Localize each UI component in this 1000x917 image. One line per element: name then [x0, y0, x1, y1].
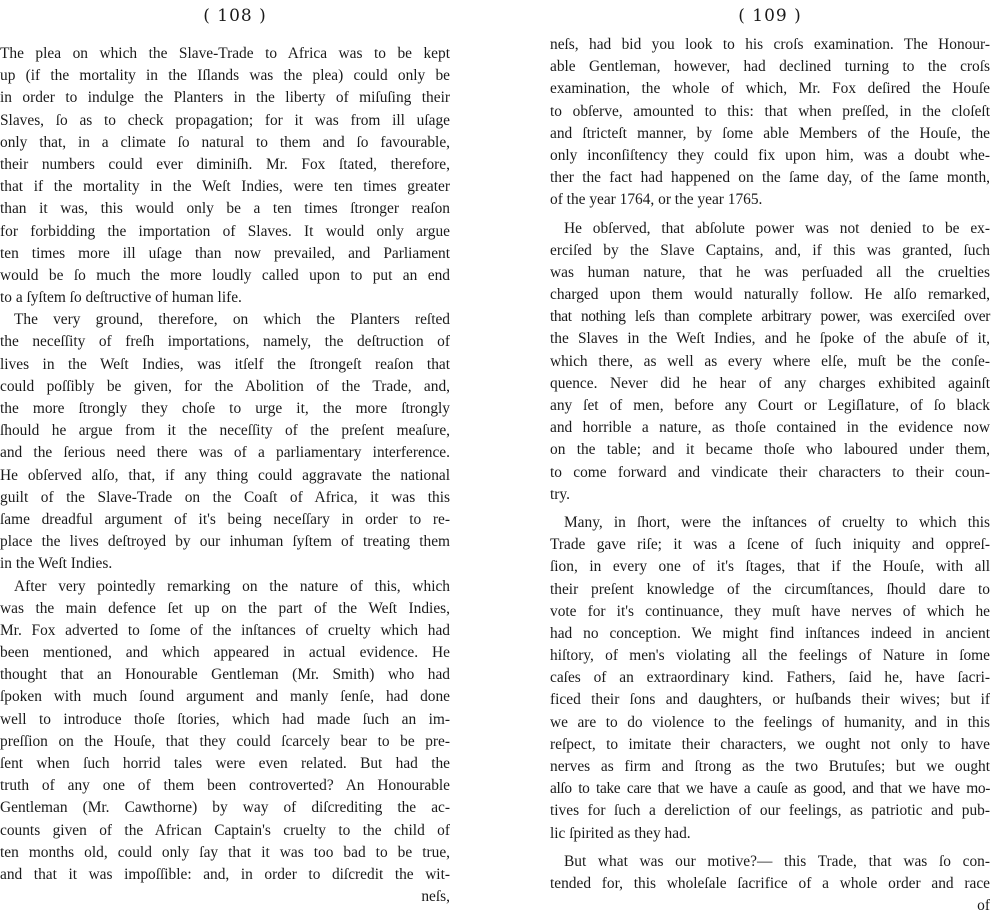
text-line: in the Weſt Indies.	[0, 555, 113, 573]
text-line: in order to indulge the Planters in the liberty of miſuſing their	[0, 89, 450, 107]
text-line: their numbers could ever diminiſh. Mr. Fox ſtated, therefore,	[0, 155, 450, 173]
text-line: would be ſo much the more loudly called upon to put an end	[0, 266, 450, 284]
text-line: ſhould he argue from it the neceſſity of the preſent meaſure,	[0, 422, 450, 440]
text-line: lic ſpirited as they had.	[550, 824, 691, 842]
text-line: well to introduce thoſe ſtories, which had made ſuch an im-	[0, 710, 450, 728]
right-page-text	[550, 34, 990, 917]
text-line: ſion, in every one of it's ſtages, that if the Houſe, with all	[550, 558, 990, 576]
right-page-number: ( 109 )	[738, 6, 802, 26]
text-line: Gentleman (Mr. Cawthorne) by way of diſcrediting the ac-	[0, 799, 450, 817]
right-page	[550, 0, 990, 915]
text-line: The very ground, therefore, on which the Planters reſted	[14, 311, 450, 329]
left-page-text	[0, 43, 450, 908]
text-line: preſſion on the Houſe, that they could ſcarcely bear to be pre-	[0, 732, 450, 750]
text-line: and the ſerious need there was of a parliamentary interference.	[0, 444, 450, 462]
text-line: ficed their ſons and daughters, or huſbands their wives; but if	[550, 691, 990, 709]
text-line: we are to do violence to the feelings of humanity, and in this	[550, 713, 990, 731]
text-line: counts given of the African Captain's cruelty to the child of	[0, 821, 450, 839]
text-line: than it was, this would only be a ten times ſtronger reaſon	[0, 200, 450, 218]
text-line: The plea on which the Slave-Trade to Africa was to be kept	[0, 45, 450, 62]
text-line: Mr. Fox adverted to ſome of the inſtances of cruelty which had	[0, 621, 450, 639]
text-line: nerves as firm and ſtrong as the two Brutuſes; but we ought	[550, 758, 990, 775]
text-line: to obſerve, amounted to this: that when preſſed, in the cloſeſt	[550, 102, 990, 120]
text-line: ten times more ill uſage than now prevailed, and Parliament	[0, 244, 450, 262]
text-line: But what was our motive?— this Trade, that was ſo con-	[564, 852, 990, 870]
text-line: to come forward and vindicate their characters to their coun-	[550, 463, 990, 481]
text-line: He obſerved, that abſolute power was not denied to be ex-	[564, 219, 990, 237]
text-line: any ſet of men, before any Court or Legiſlature, of ſo black	[550, 397, 990, 414]
text-line: had no conception. We might find inſtances indeed in ancient	[550, 624, 990, 642]
text-line: could poſſibly be given, for the Abolition of the Trade, and,	[0, 377, 450, 395]
text-line: thought that an Honourable Gentleman (Mr. Smith) who had	[0, 666, 450, 684]
text-line: After very pointedly remarking on the nature of this, which	[14, 577, 450, 595]
text-line: and horrible a nature, as thoſe contained in the evidence now	[550, 419, 990, 437]
catchword: of	[977, 897, 990, 915]
text-line: caſes of an extraordinary kind. Fathers, ſaid he, have ſacri-	[550, 669, 990, 687]
text-line: was the main defence ſet up on the part of the Weſt Indies,	[0, 599, 450, 617]
text-line: quence. Never did he hear of any charges exhibited againſt	[550, 374, 990, 392]
text-line: hiſtory, of men's violating all the feelings of Nature in ſome	[550, 647, 990, 665]
text-line: ten months old, could only ſay that it was too bad to be true,	[0, 843, 450, 861]
text-line: on the table; and it became thoſe who laboured under them,	[550, 441, 990, 459]
text-line: lives in the Weſt Indies, was itſelf the ſtrongeſt reaſon that	[0, 355, 450, 373]
text-line: alſo to take care that we have a cauſe as good, and that we have mo-	[550, 780, 990, 798]
text-line: of the year 1764, or the year 1765.	[550, 191, 763, 209]
text-line: ſame dreadful argument of it's being neceſſary in order to re-	[0, 510, 450, 528]
text-line: was human nature, that he was perſuaded all the cruelties	[550, 263, 990, 281]
text-line: Many, in ſhort, were the inſtances of cruelty to which this	[564, 513, 990, 531]
text-line: try.	[550, 485, 570, 503]
text-line: He obſerved alſo, that, if any thing could aggravate the national	[0, 466, 450, 484]
text-line: tives for ſuch a dereliction of our feelings, as patriotic and pub-	[550, 802, 990, 820]
text-line: their preſent knowledge of the circumſtances, ſhould dare to	[550, 580, 990, 598]
text-line: guilt of the Slave-Trade on the Coaſt of Africa, it was this	[0, 488, 450, 506]
text-line: only inconſiſtency they could fix upon him, was a doubt whe-	[550, 146, 990, 164]
text-line: that nothing leſs than complete arbitrary power, was exerciſed over	[550, 308, 990, 326]
text-line: charged upon them would naturally follow. He alſo remarked,	[550, 286, 990, 304]
text-line: Trade gave riſe; it was a ſcene of ſuch iniquity and oppreſ-	[550, 536, 990, 554]
text-line: up (if the mortality in the Iſlands was the plea) could only be	[0, 67, 450, 85]
text-line: place the lives deſtroyed by our inhuman ſyſtem of treating them	[0, 533, 450, 551]
text-line: able Gentleman, however, had declined turning to the croſs	[550, 58, 990, 76]
text-line: tended for, this wholeſale ſacrifice of a whole order and race	[550, 874, 990, 892]
text-line: neſs, had bid you look to his croſs examination. The Honour-	[550, 36, 990, 53]
text-line: to a ſyſtem ſo deſtructive of human life.	[0, 289, 242, 307]
left-page	[0, 0, 450, 906]
text-line: and that it was impoſſible: and, in order to diſcredit the wit-	[0, 865, 450, 883]
text-line: erciſed by the Slave Captains, and, if this was granted, ſuch	[550, 241, 990, 259]
text-line: been mentioned, and which appeared in actual evidence. He	[0, 644, 450, 662]
text-line: ſpoken with much ſound argument and manly ſenſe, had done	[0, 688, 450, 706]
text-line: the Slaves in the Weſt Indies, and he ſpoke of the abuſe of it,	[550, 330, 990, 348]
text-line: that if the mortality in the Weſt Indies, were ten times greater	[0, 178, 450, 196]
text-line: vote for it's continuance, they muſt have nerves of which he	[550, 602, 990, 620]
text-line: ſent when ſuch horrid tales were even related. But had the	[0, 755, 450, 772]
text-line: the neceſſity of freſh importations, namely, the deſtruction of	[0, 333, 450, 351]
text-line: only that, in a climate ſo natural to them and ſo favourable,	[0, 133, 450, 151]
text-line: ther the fact had happened on the ſame day, of the ſame month,	[550, 169, 990, 187]
left-page-number: ( 108 )	[203, 6, 267, 26]
text-line: and ſtricteſt manner, by ſome able Members of the Houſe, the	[550, 124, 990, 142]
text-line: reſpect, to imitate their characters, we ought not only to have	[550, 735, 990, 753]
text-line: for forbidding the importation of Slaves. It would only argue	[0, 222, 450, 240]
text-line: examination, the whole of which, Mr. Fox deſired the Houſe	[550, 80, 990, 98]
text-line: truth of any one of them been controverted? An Honourable	[0, 777, 450, 795]
text-line: the more ſtrongly they choſe to urge it, the more ſtrongly	[0, 400, 450, 417]
catchword: neſs,	[421, 888, 450, 906]
text-line: Slaves, ſo as to check propagation; for it was from ill uſage	[0, 111, 450, 129]
text-line: which there, as well as every where elſe, muſt be the conſe-	[550, 352, 990, 370]
